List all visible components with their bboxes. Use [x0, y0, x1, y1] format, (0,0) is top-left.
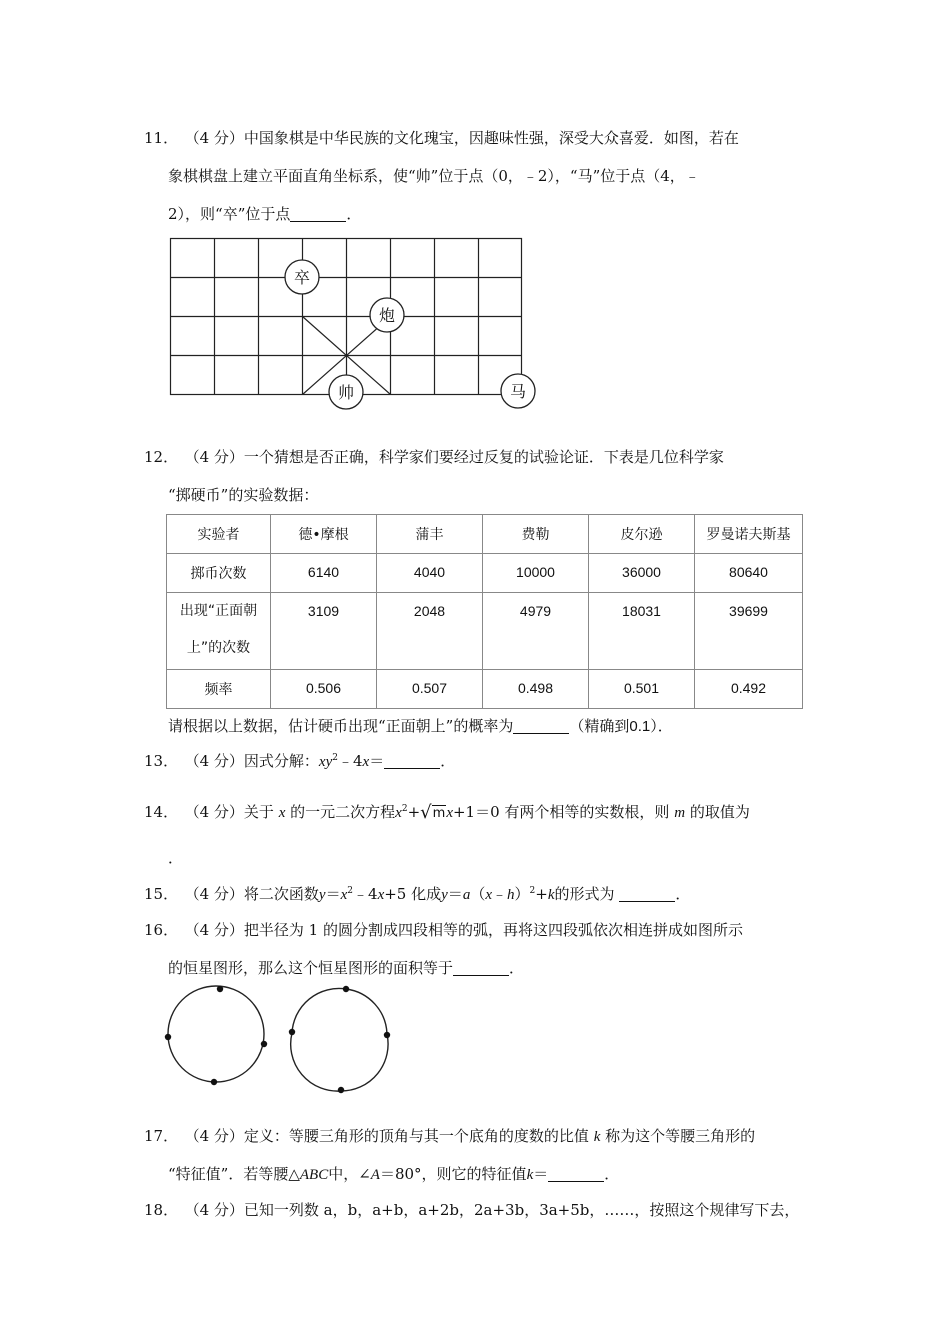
- q12-line1: 一个猜想是否正确，科学家们要经过反复的试验论证．下表是几位科学家: [243, 448, 724, 466]
- q11-line3: 2），则“卒”位于点 ．: [168, 205, 362, 223]
- q11-answer-blank: [290, 207, 346, 222]
- q14-line2: ．: [168, 849, 184, 867]
- star-figure: [289, 986, 390, 1093]
- q16-line2: 的恒星图形，那么这个恒星图形的面积等于 ．: [168, 959, 525, 977]
- svg-text:炮: 炮: [378, 306, 396, 325]
- sqrt-symbol: √: [420, 802, 432, 823]
- q12-footer: 请根据以上数据，估计硬币出现“正面朝上”的概率为 （精确到0.1）．: [168, 717, 673, 735]
- table-row: 频率 0.506 0.507 0.498 0.501 0.492: [167, 670, 803, 709]
- q14-number: 14． （4 分）关于 x 的一元二次方程$x^2+√mx+1=0$ 有两个相等的实数根，则 m 的取值为: [144, 802, 750, 823]
- q13-number: 13． （4 分）因式分解：$xy^2﹣4x=$ ．: [144, 752, 456, 770]
- q11-line1: 中国象棋是中华民族的文化瑰宝，因趣味性强，深受大众喜爱．如图，若在: [243, 129, 739, 147]
- q18-number: 18． （4 分）已知一列数 a，b，a+b，a+2b，2a+3b，3a+5b，……，按照这个规律写下去，: [144, 1201, 800, 1219]
- piece-ma: [501, 374, 535, 408]
- piece-shuai: [329, 375, 363, 409]
- q17-number: 17． （4 分）定义：等腰三角形的顶角与其一个底角的度数的比值 k 称为这个等腰三角形的: [144, 1127, 756, 1145]
- piece-pao: [370, 298, 404, 332]
- svg-text:帅: 帅: [337, 383, 355, 402]
- svg-text:卒: 卒: [293, 268, 311, 287]
- q18-text: 已知一列数 a，b，a+b，a+2b，2a+3b，3a+5b，……，按照这个规律写下去，: [243, 1201, 800, 1219]
- q13-answer-blank: [384, 754, 440, 769]
- table-header: 蒲丰: [377, 515, 483, 554]
- table-header: 皮尔逊: [589, 515, 695, 554]
- q17-answer-blank: [548, 1167, 604, 1182]
- q12-answer-blank: [513, 719, 569, 734]
- q16-number: 16． （4 分）把半径为 1 的圆分割成四段相等的弧，再将这四段弧依次相连拼成如图所示: [144, 921, 743, 939]
- chess-board-figure: [160, 232, 550, 414]
- q12-number: 12． （4 分）一个猜想是否正确，科学家们要经过反复的试验论证．下表是几位科学家: [144, 448, 724, 466]
- q17-line2: “特征值”．若等腰△ABC中，∠A＝80°，则它的特征值k＝ ．: [168, 1165, 620, 1183]
- circle-figure: [165, 986, 267, 1085]
- table-header-row: [167, 515, 803, 554]
- piece-zu: [285, 260, 319, 294]
- sqrt-radicand: m: [432, 806, 446, 821]
- table-row: 出现“正面朝 上”的次数 3109 2048 4979 18031 39699: [167, 593, 803, 670]
- table-header: 实验者: [167, 515, 271, 554]
- table-header: 罗曼诺夫斯基: [695, 515, 803, 554]
- coin-toss-table: [166, 514, 803, 709]
- q16-answer-blank: [453, 961, 509, 976]
- q11-line2: 象棋棋盘上建立平面直角坐标系，使“帅”位于点（0，﹣2），“马”位于点（4，﹣: [168, 167, 700, 185]
- circle-and-star-figure: [160, 982, 400, 1094]
- table-header: 费勒: [483, 515, 589, 554]
- q15-number: 15． （4 分）将二次函数$y=x^2﹣4x+5$ 化成y＝a（x﹣h）$^2$+k的形式为 ．: [144, 885, 691, 903]
- table-header: 德•摩根: [271, 515, 377, 554]
- table-row: 掷币次数 6140 4040 10000 36000 80640: [167, 554, 803, 593]
- q11-number: 11． （4 分）中国象棋是中华民族的文化瑰宝，因趣味性强，深受大众喜爱．如图，若在: [144, 129, 739, 147]
- q15-answer-blank: [619, 887, 675, 902]
- q12-line2: “掷硬币”的实验数据：: [168, 486, 319, 504]
- svg-text:马: 马: [509, 382, 527, 401]
